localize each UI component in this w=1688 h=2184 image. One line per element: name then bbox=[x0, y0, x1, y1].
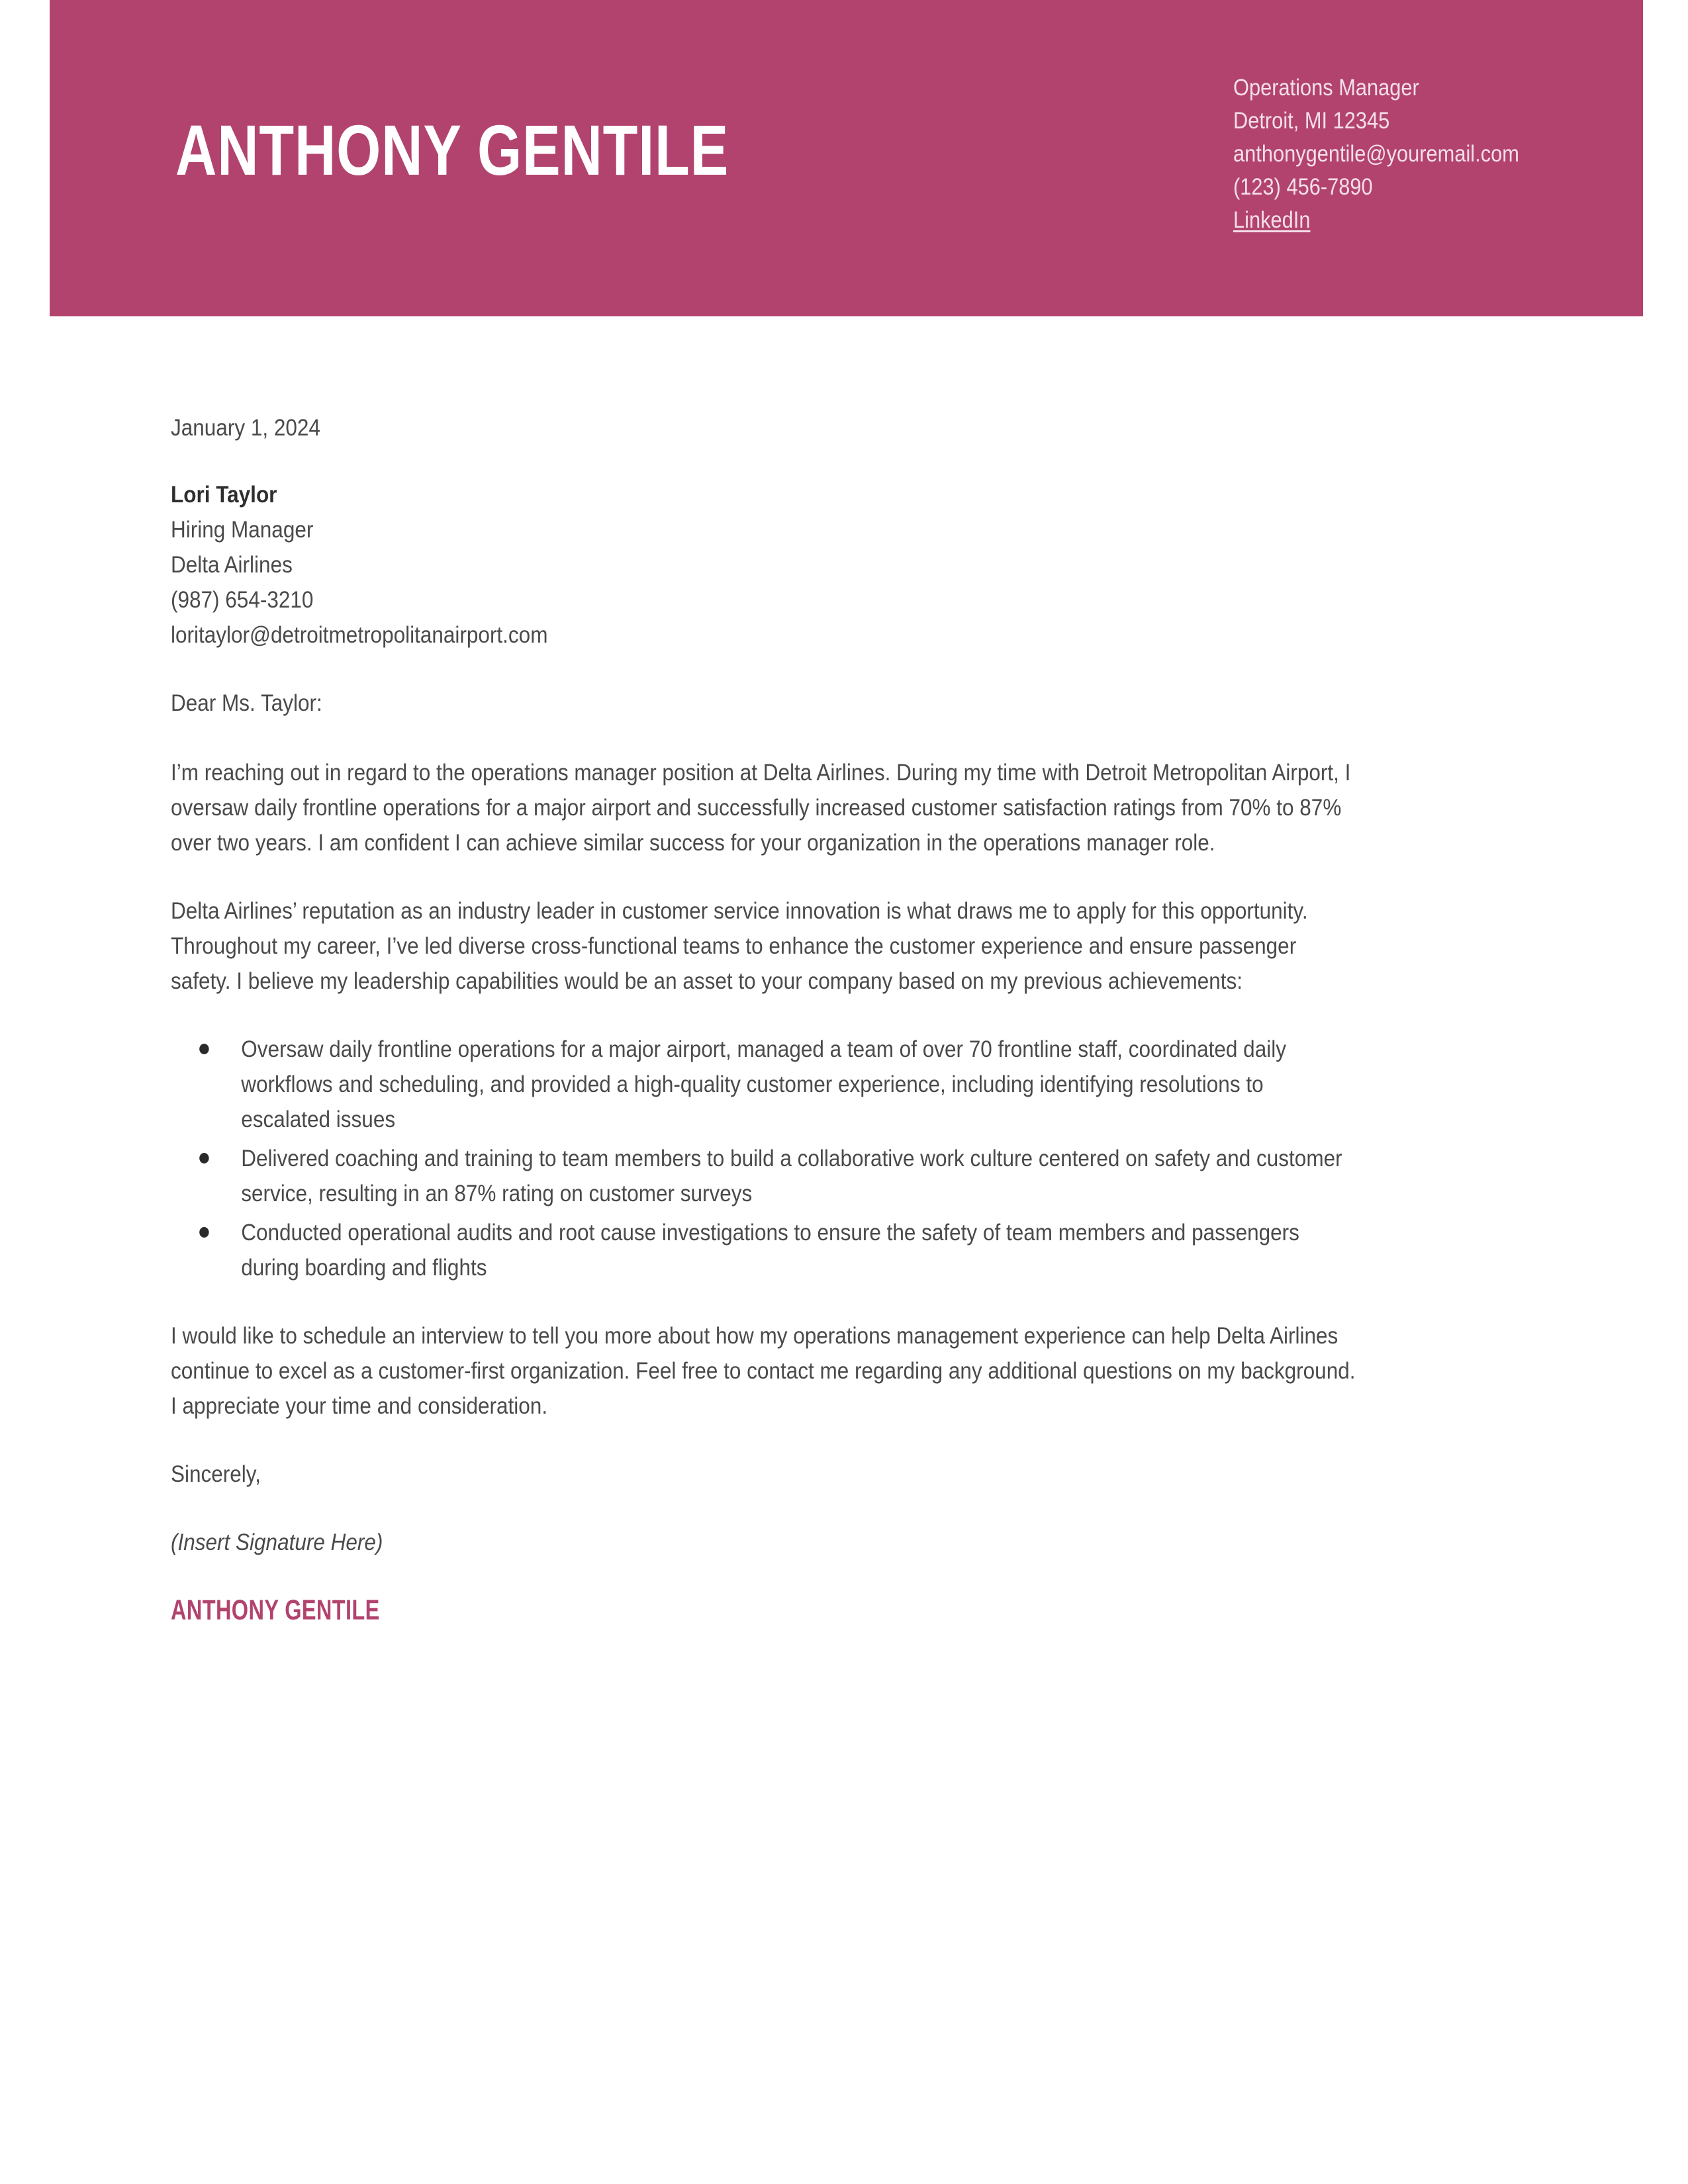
list-item bbox=[171, 1215, 1356, 1285]
header-contact-block bbox=[1233, 71, 1629, 237]
achievements-list bbox=[171, 1032, 1356, 1285]
achievement-text: Delivered coaching and training to team members to build a collaborative work culture centered on safety and customer service, resulting in an 87% rating on customer surveys bbox=[241, 1146, 1342, 1206]
letter-body bbox=[171, 410, 1356, 1626]
header-band bbox=[50, 0, 1643, 316]
recipient-company: Delta Airlines bbox=[171, 552, 293, 578]
list-item bbox=[171, 1141, 1356, 1211]
letter-paragraph-2: Delta Airlines’ reputation as an industry leader in customer service innovation is what draws me to apply for this opportunity. Throughout my career, I’ve led diverse cross-functional teams to enhance the customer experience and ensure passenger safety. I believe my leadership capabilities would be an asset to your company based on my previous achievements: bbox=[171, 898, 1308, 994]
recipient-title: Hiring Manager bbox=[171, 517, 314, 543]
signature-placeholder: (Insert Signature Here) bbox=[171, 1529, 383, 1555]
bullet-dot-icon bbox=[199, 1044, 209, 1054]
letter-date: January 1, 2024 bbox=[171, 415, 320, 441]
contact-location: Detroit, MI 12345 bbox=[1233, 108, 1390, 134]
bullet-dot-icon bbox=[199, 1153, 209, 1163]
achievement-text: Conducted operational audits and root cause investigations to ensure the safety of team members and passengers during boarding and flights bbox=[241, 1220, 1299, 1281]
applicant-name-heading: ANTHONY GENTILE bbox=[175, 110, 729, 190]
achievement-text: Oversaw daily frontline operations for a major airport, managed a team of over 70 frontline staff, coordinated daily workflows and scheduling, and provided a high-quality customer experience, including identifying resolutions to escalated issues bbox=[241, 1036, 1286, 1132]
letter-paragraph-1: I’m reaching out in regard to the operations manager position at Delta Airlines. During my time with Detroit Metropolitan Airport, I oversaw daily frontline operations for a major airport and successfully increased customer satisfaction ratings from 70% to 87% over two years. I am confident I can achieve similar success for your organization in the operations manager role. bbox=[171, 760, 1351, 856]
contact-phone[interactable]: (123) 456-7890 bbox=[1233, 174, 1373, 200]
recipient-email: loritaylor@detroitmetropolitanairport.com bbox=[171, 622, 548, 648]
recipient-name: Lori Taylor bbox=[171, 482, 277, 508]
letter-closing: Sincerely, bbox=[171, 1461, 261, 1487]
list-item bbox=[171, 1032, 1356, 1137]
recipient-phone: (987) 654-3210 bbox=[171, 587, 314, 613]
recipient-block bbox=[171, 477, 1356, 653]
contact-linkedin-link[interactable]: LinkedIn bbox=[1233, 207, 1311, 233]
letter-paragraph-3: I would like to schedule an interview to tell you more about how my operations management experience can help Delta Airlines continue to excel as a customer-first organization. Feel free to contact me regarding any additional questions on my background. I appreciate your time and consideration. bbox=[171, 1323, 1356, 1419]
bullet-dot-icon bbox=[199, 1227, 209, 1238]
letter-salutation: Dear Ms. Taylor: bbox=[171, 690, 322, 716]
signature-name: ANTHONY GENTILE bbox=[171, 1594, 380, 1626]
contact-email[interactable]: anthonygentile@youremail.com bbox=[1233, 141, 1519, 167]
contact-job-title: Operations Manager bbox=[1233, 75, 1419, 101]
